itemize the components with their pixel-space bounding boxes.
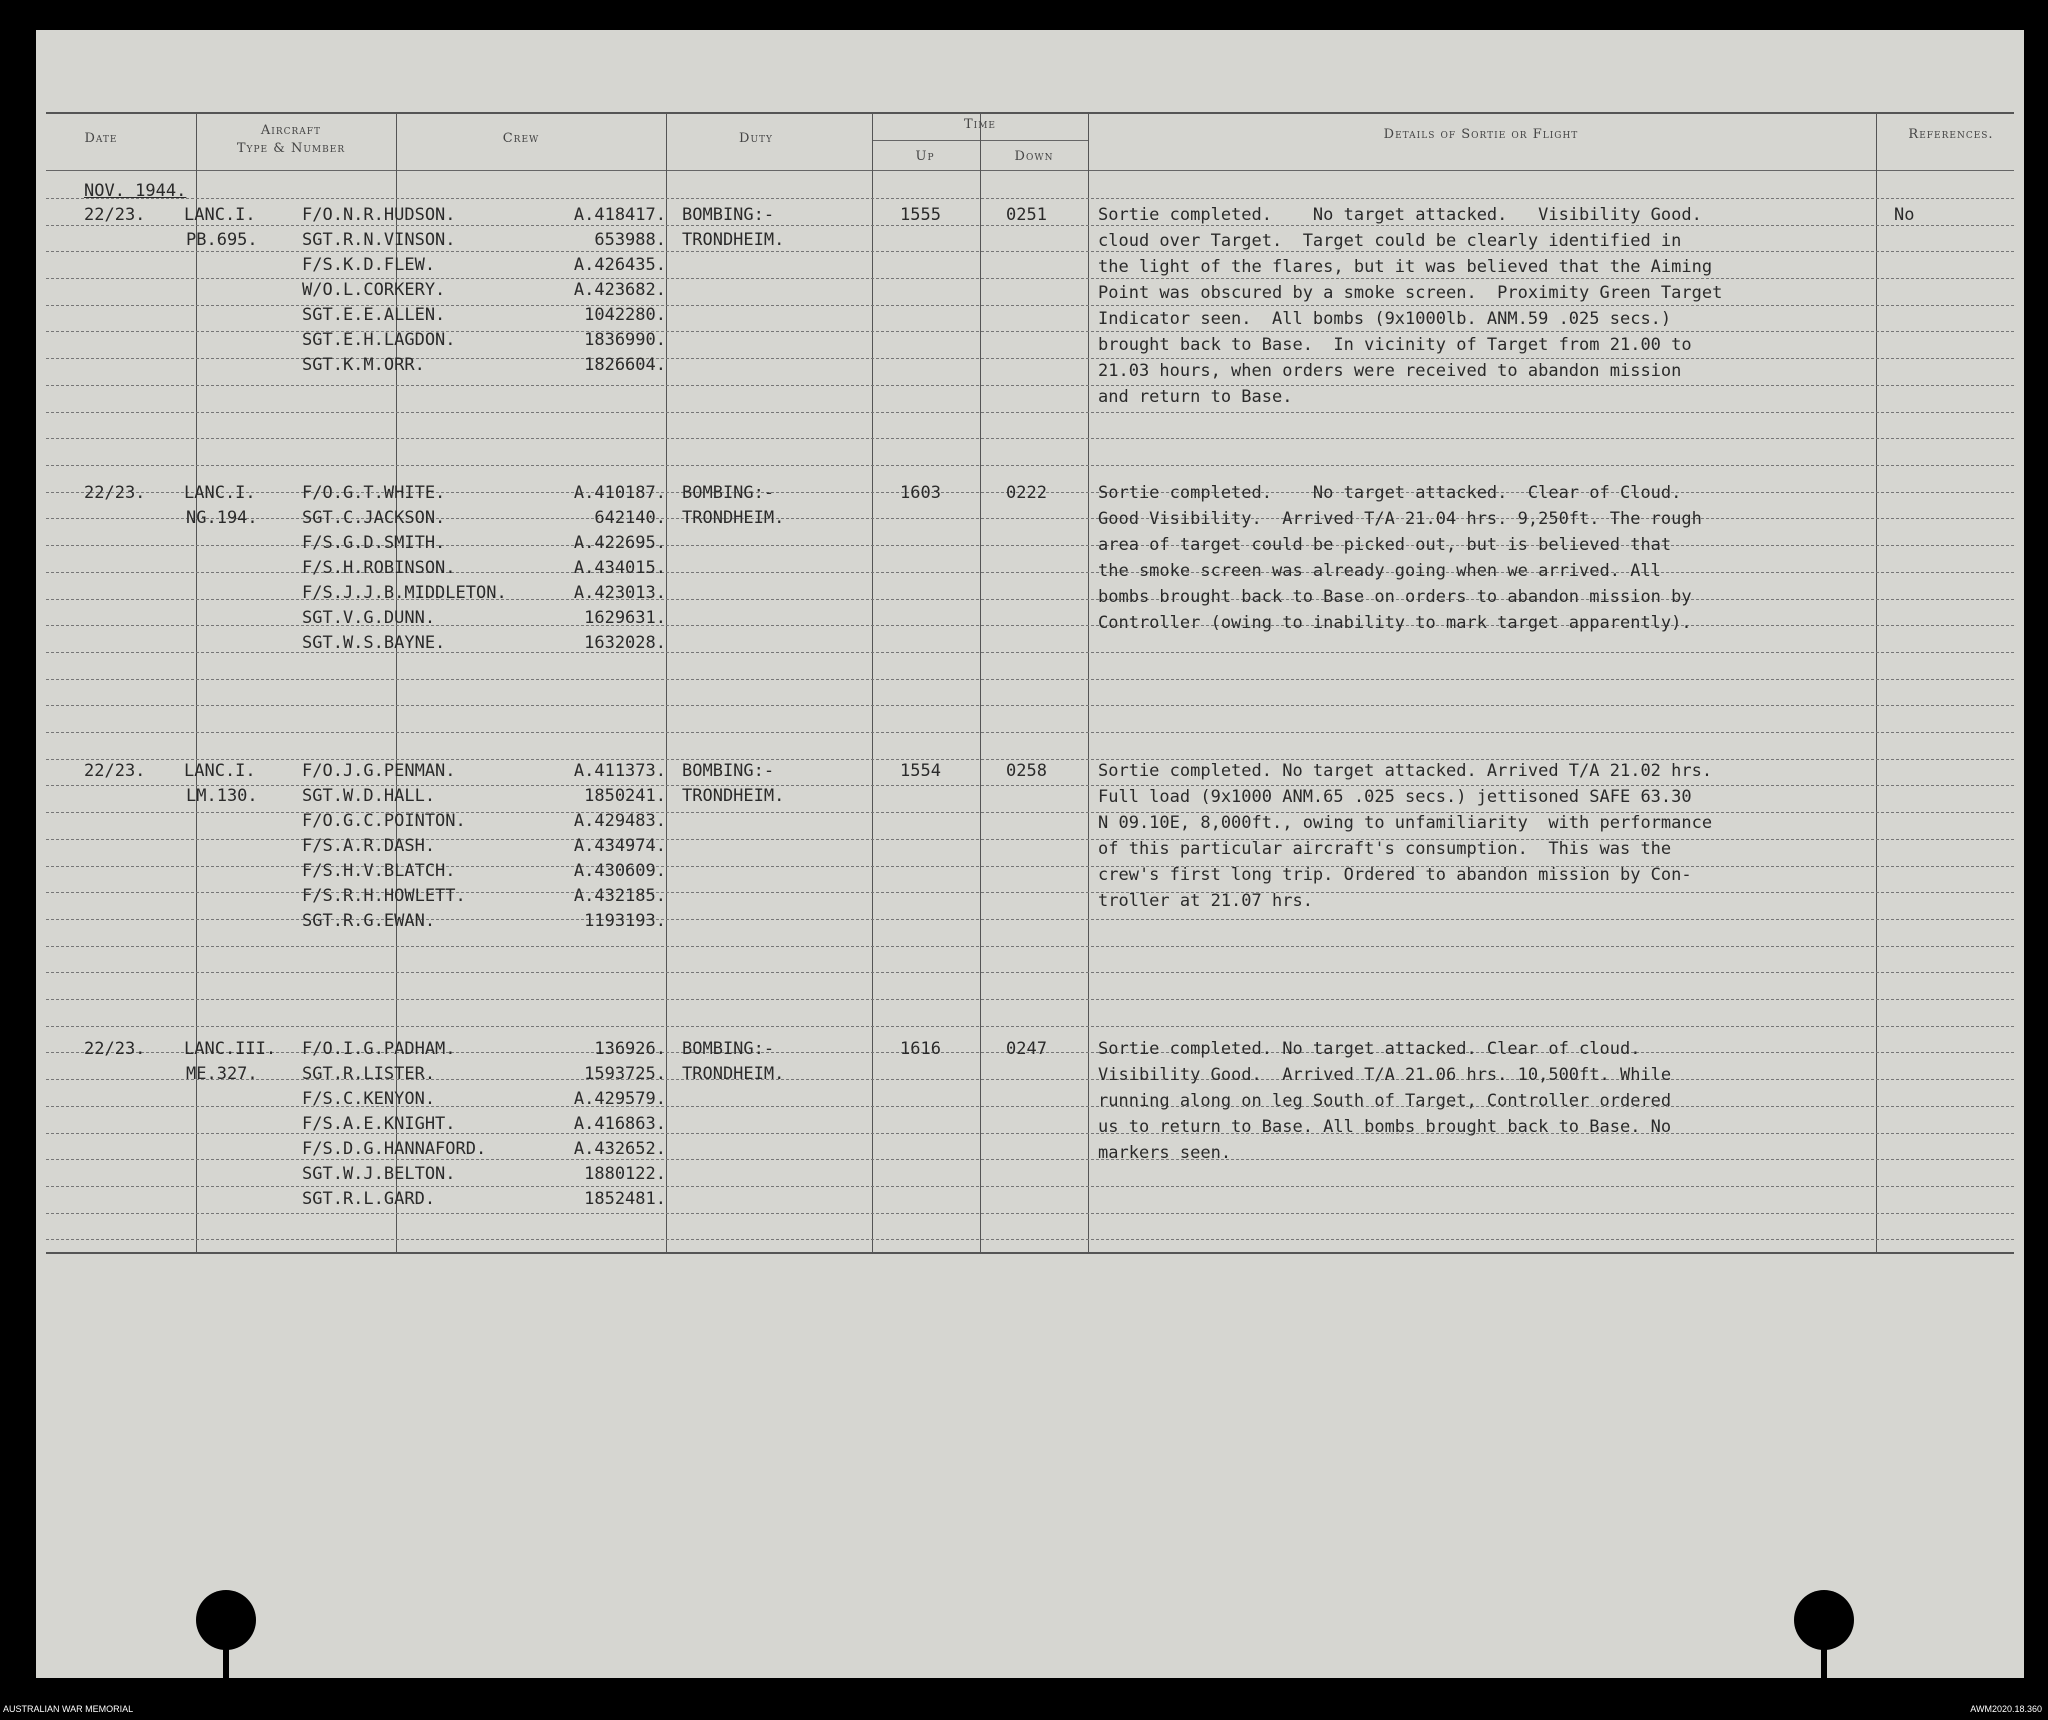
footer-credit: AUSTRALIAN WAR MEMORIAL — [3, 1704, 134, 1714]
sortie-date: 22/23. — [84, 761, 146, 781]
punch-hole-left-slot — [223, 1620, 229, 1680]
duty-target: TRONDHEIM. — [682, 1064, 785, 1084]
duty: BOMBING:- — [682, 483, 775, 503]
time-up: 1603 — [900, 483, 941, 503]
crew-service-number: 1852481. — [584, 1189, 666, 1209]
ruled-row-line — [46, 1239, 2014, 1240]
sortie-date: 22/23. — [84, 483, 146, 503]
header-details: Details of Sortie or Flight — [1383, 127, 1579, 142]
punch-hole-right-slot — [1821, 1620, 1827, 1680]
ruled-row-line — [46, 1213, 2014, 1214]
crew-service-number: 1629631. — [584, 608, 666, 628]
header-time: Time — [963, 117, 996, 132]
time-up: 1555 — [900, 205, 941, 225]
aircraft-type: LANC.III. — [184, 1039, 277, 1059]
crew-name: F/O.J.G.PENMAN. — [302, 761, 456, 781]
crew-service-number: 136926. — [594, 1039, 666, 1059]
crew-service-number: 1593725. — [584, 1064, 666, 1084]
sortie-details: Sortie completed. No target attacked. Arrived T/A 21.02 hrs. Full load (9x1000 ANM.65 .025 secs.) jettisoned SAFE 63.30 N 09.10E, 8,000ft., owing to unfamiliarity with performance of this particular aircraft's consumption. This was the crew's first long trip. Ordered to abandon mission by Con- troller at 21.07 hrs. — [1098, 761, 1713, 911]
crew-name: F/S.A.E.KNIGHT. — [302, 1114, 456, 1134]
crew-name: F/O.G.C.POINTON. — [302, 811, 466, 831]
sortie-details: Sortie completed. No target attacked. Clear of cloud. Visibility Good. Arrived T/A 21.06 hrs. 10,500ft. While running along on leg South of Target, Controller ordered us to return to Base. All bombs brought back to Base. No markers seen. — [1098, 1039, 1672, 1163]
sortie-date: 22/23. — [84, 205, 146, 225]
header-up: Up — [915, 149, 935, 164]
crew-name: F/S.A.R.DASH. — [302, 836, 436, 856]
crew-name: F/O.N.R.HUDSON. — [302, 205, 456, 225]
ruled-row-line — [46, 679, 2014, 680]
record-sheet — [36, 30, 2024, 1678]
aircraft-number: PB.695. — [186, 230, 258, 250]
duty: BOMBING:- — [682, 205, 775, 225]
crew-name: SGT.C.JACKSON. — [302, 508, 446, 528]
header-duty: Duty — [739, 131, 773, 146]
ruled-row-line — [46, 732, 2014, 733]
header-references: References. — [1908, 127, 1994, 142]
crew-service-number: A.410187. — [573, 483, 666, 503]
crew-name: W/O.L.CORKERY. — [302, 280, 446, 300]
crew-name: SGT.R.L.GARD. — [302, 1189, 436, 1209]
crew-service-number: A.429579. — [573, 1089, 666, 1109]
aircraft-number: LM.130. — [186, 786, 258, 806]
crew-name: SGT.R.N.VINSON. — [302, 230, 456, 250]
crew-service-number: A.418417. — [573, 205, 666, 225]
header-bottom-rule — [46, 170, 2014, 171]
col-line-up — [980, 112, 981, 1252]
footer-catalog-number: AWM2020.18.360 — [1970, 1704, 2042, 1714]
crew-service-number: A.432185. — [573, 886, 666, 906]
crew-service-number: A.434015. — [573, 558, 666, 578]
crew-service-number: 1850241. — [584, 786, 666, 806]
aircraft-type: LANC.I. — [184, 761, 256, 781]
crew-name: F/S.H.V.BLATCH. — [302, 861, 456, 881]
duty-target: TRONDHEIM. — [682, 230, 785, 250]
crew-service-number: A.423682. — [573, 280, 666, 300]
header-aircraft — [196, 122, 386, 158]
time-down: 0247 — [1006, 1039, 1047, 1059]
month-label: NOV. 1944. — [84, 181, 187, 201]
crew-service-number: A.422695. — [573, 533, 666, 553]
ruled-row-line — [46, 1026, 2014, 1027]
crew-service-number: 1880122. — [584, 1164, 666, 1184]
crew-name: F/S.C.KENYON. — [302, 1089, 436, 1109]
crew-name: F/S.K.D.FLEW. — [302, 255, 436, 275]
duty-target: TRONDHEIM. — [682, 786, 785, 806]
time-down: 0251 — [1006, 205, 1047, 225]
ruled-row-line — [46, 999, 2014, 1000]
crew-service-number: 1836990. — [584, 330, 666, 350]
col-line-down — [1088, 112, 1089, 1252]
crew-name: F/S.G.D.SMITH. — [302, 533, 446, 553]
header-aircraft-line2: Type & Number — [236, 141, 346, 156]
crew-service-number: 1042280. — [584, 305, 666, 325]
aircraft-number: ME.327. — [186, 1064, 258, 1084]
header-down: Down — [1014, 149, 1054, 164]
time-down: 0258 — [1006, 761, 1047, 781]
ruled-row-line — [46, 946, 2014, 947]
crew-name: F/S.D.G.HANNAFORD. — [302, 1139, 487, 1159]
duty: BOMBING:- — [682, 1039, 775, 1059]
crew-name: SGT.W.S.BAYNE. — [302, 633, 446, 653]
time-up: 1616 — [900, 1039, 941, 1059]
crew-service-number: A.423013. — [573, 583, 666, 603]
aircraft-type: LANC.I. — [184, 205, 256, 225]
ruled-row-line — [46, 705, 2014, 706]
crew-name: SGT.K.M.ORR. — [302, 355, 425, 375]
crew-name: SGT.V.G.DUNN. — [302, 608, 436, 628]
crew-name: F/S.R.H.HOWLETT. — [302, 886, 466, 906]
time-up: 1554 — [900, 761, 941, 781]
ruled-row-line — [46, 438, 2014, 439]
crew-service-number: A.426435. — [573, 255, 666, 275]
duty: BOMBING:- — [682, 761, 775, 781]
crew-name: SGT.E.H.LAGDON. — [302, 330, 456, 350]
crew-name: SGT.W.J.BELTON. — [302, 1164, 456, 1184]
col-line-duty — [872, 112, 873, 1252]
col-line-crew — [666, 112, 667, 1252]
crew-name: SGT.E.E.ALLEN. — [302, 305, 446, 325]
time-down: 0222 — [1006, 483, 1047, 503]
table-bottom-rule — [46, 1252, 2014, 1254]
crew-service-number: 1193193. — [584, 911, 666, 931]
crew-name: SGT.W.D.HALL. — [302, 786, 436, 806]
sortie-details: Sortie completed. No target attacked. Clear of Cloud. Good Visibility. Arrived T/A 21.04 hrs. 9,250ft. The rough area of target could be picked out, but is believed that the smoke screen was already going when we arrived. All bombs brought back to Base on orders to abandon mission by Controller (owing to inability to mark target apparently). — [1098, 483, 1702, 633]
col-line-details — [1876, 112, 1877, 1252]
aircraft-number: NG.194. — [186, 508, 258, 528]
header-date: Date — [84, 131, 118, 146]
header-top-rule — [46, 112, 2014, 114]
crew-service-number: 1632028. — [584, 633, 666, 653]
crew-service-number: A.411373. — [573, 761, 666, 781]
crew-service-number: 642140. — [594, 508, 666, 528]
crew-service-number: 653988. — [594, 230, 666, 250]
ruled-row-line — [46, 972, 2014, 973]
crew-name: SGT.R.G.EWAN. — [302, 911, 436, 931]
ruled-row-line — [46, 412, 2014, 413]
header-crew: Crew — [502, 131, 540, 146]
crew-name: F/S.J.J.B.MIDDLETON. — [302, 583, 507, 603]
reference-note: No — [1894, 205, 1915, 225]
ruled-row-line — [46, 465, 2014, 466]
crew-service-number: A.416863. — [573, 1114, 666, 1134]
ruled-row-line — [46, 198, 2014, 199]
crew-service-number: A.429483. — [573, 811, 666, 831]
duty-target: TRONDHEIM. — [682, 508, 785, 528]
aircraft-type: LANC.I. — [184, 483, 256, 503]
crew-name: F/O.G.T.WHITE. — [302, 483, 446, 503]
sortie-date: 22/23. — [84, 1039, 146, 1059]
crew-service-number: A.434974. — [573, 836, 666, 856]
crew-service-number: A.430609. — [573, 861, 666, 881]
crew-service-number: A.432652. — [573, 1139, 666, 1159]
crew-service-number: 1826604. — [584, 355, 666, 375]
crew-name: SGT.R.LISTER. — [302, 1064, 436, 1084]
crew-name: F/O.I.G.PADHAM. — [302, 1039, 456, 1059]
crew-name: F/S.H.ROBINSON. — [302, 558, 456, 578]
sortie-details: Sortie completed. No target attacked. Visibility Good. cloud over Target. Target could be clearly identified in the light of the flares, but it was believed that the Aiming Point was obscured by a smoke screen. Proximity Green Target Indicator seen. All bombs (9x1000lb. ANM.59 .025 secs.) brought back to Base. In vicinity of Target from 21.00 to 21.03 hours, when orders were received to abandon mission and return to Base. — [1098, 205, 1723, 407]
header-aircraft-line1: Aircraft — [260, 123, 322, 138]
